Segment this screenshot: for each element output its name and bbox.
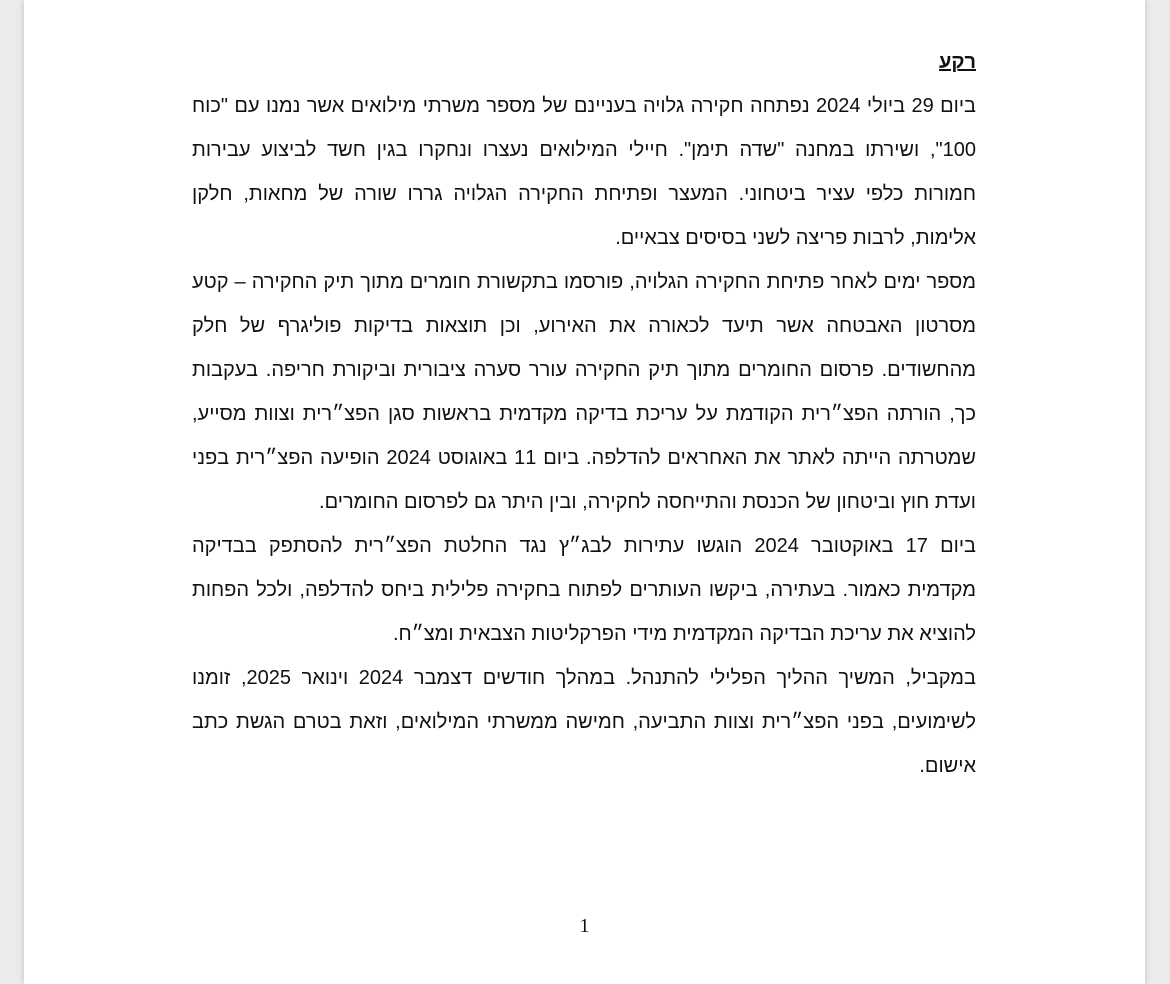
document-page — [24, 0, 1145, 984]
page-number: 1 — [579, 915, 590, 937]
page-content — [192, 40, 976, 788]
paragraph-4: במקביל, המשיך ההליך הפלילי להתנהל. במהלך חודשים דצמבר 2024 וינואר 2025, זומנו לשימועים, בפני הפצ״רית וצוות התביעה, חמישה ממשרתי המילואים, וזאת בטרם הגשת כתב אישום. — [192, 667, 976, 777]
section-heading: רקע — [939, 51, 976, 73]
paragraph-2: מספר ימים לאחר פתיחת החקירה הגלויה, פורסמו בתקשורת חומרים מתוך תיק החקירה – קטע מסרטון האבטחה אשר תיעד לכאורה את האירוע, וכן תוצאות בדיקות פוליגרף של חלק מהחשודים. פרסום החומרים מתוך תיק החקירה עורר סערה ציבורית וביקורת חריפה. בעקבות כך, הורתה הפצ״רית הקודמת על עריכת בדיקה מקדמית בראשות סגן הפצ״רית וצוות מסייע, שמטרתה הייתה לאתר את האחראים להדלפה. ביום 11 באוגוסט 2024 הופיעה הפצ״רית בפני ועדת חוץ וביטחון של הכנסת והתייחסה לחקירה, ובין היתר גם לפרסום החומרים. — [192, 271, 976, 513]
paragraph-1: ביום 29 ביולי 2024 נפתחה חקירה גלויה בעניינם של מספר משרתי מילואים אשר נמנו עם "כוח 100", ושירתו במחנה "שדה תימן". חיילי המילואים נעצרו ונחקרו בגין חשד לביצוע עבירות חמורות כלפי עציר ביטחוני. המעצר ופתיחת החקירה הגלויה גררו שורה של מחאות, חלקן אלימות, לרבות פריצה לשני בסיסים צבאיים. — [192, 95, 977, 249]
paragraph-3: ביום 17 באוקטובר 2024 הוגשו עתירות לבג״ץ נגד החלטת הפצ״רית להסתפק בבדיקה מקדמית כאמור. בעתירה, ביקשו העותרים לפתוח בחקירה פלילית ביחס להדלפה, ולכל הפחות להוציא את עריכת הבדיקה המקדמית מידי הפרקליטות הצבאית ומצ״ח. — [192, 535, 976, 645]
